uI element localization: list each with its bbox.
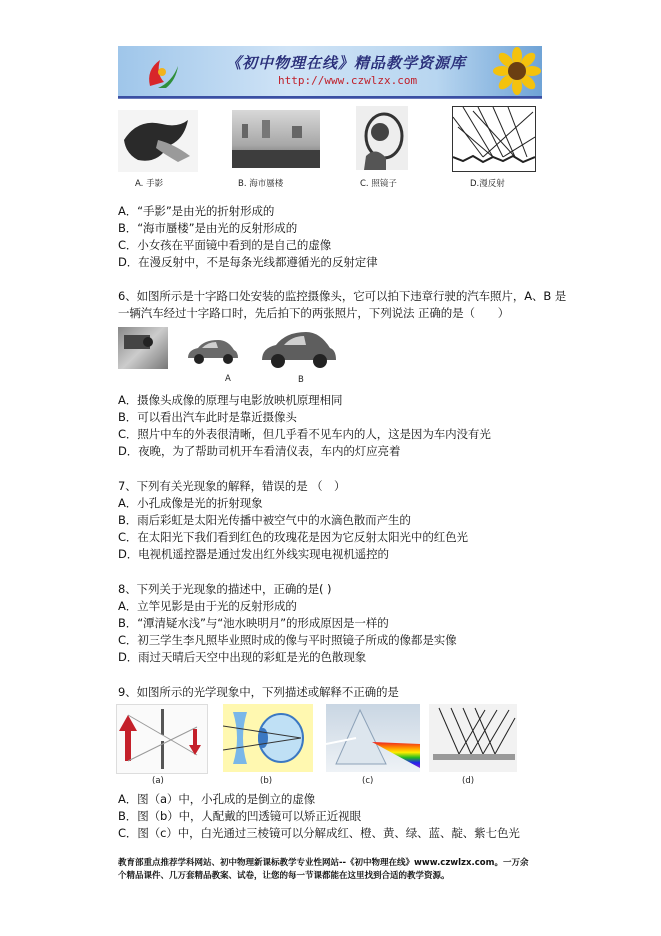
q6-option-d: D．夜晚，为了帮助司机开车看清仪表，车内的灯应亮着 — [118, 444, 401, 458]
q5-option-c: C．小女孩在平面镜中看到的是自己的虚像 — [118, 238, 332, 252]
q7-stem: 7、下列有关光现象的解释，错误的是 （ ） — [118, 479, 346, 493]
figure-reflection — [429, 704, 517, 772]
figure-concave-lens-eye — [223, 704, 313, 772]
q7-option-c: C．在太阳光下我们看到红色的玫瑰花是因为它反射太阳光中的红色光 — [118, 530, 468, 544]
figure-mirage — [232, 110, 320, 168]
q6-option-c: C．照片中车的外表很清晰，但几乎看不见车内的人，这是因为车内没有光 — [118, 427, 491, 441]
header-banner — [118, 46, 542, 99]
q9-option-c: C．图（c）中，白光通过三棱镜可以分解成红、橙、黄、绿、蓝、靛、紫七色光 — [118, 826, 520, 840]
q6-stem-line2: 一辆汽车经过十字路口时，先后拍下的两张照片，下列说法 正确的是（ ） — [118, 306, 510, 320]
car-label-b: B — [298, 375, 304, 385]
caption-d: D.漫反射 — [470, 179, 505, 189]
q5-option-b: B．“海市蜃楼”是由光的反射形成的 — [118, 221, 298, 235]
caption-a: A. 手影 — [135, 179, 164, 189]
figure-pinhole — [116, 704, 208, 774]
q9-stem: 9、如图所示的光学现象中，下列描述或解释不正确的是 — [118, 685, 399, 699]
q9-caption-b: (b) — [260, 776, 273, 786]
figure-camera — [118, 327, 168, 369]
figure-car-b — [258, 328, 338, 370]
figure-car-a — [184, 336, 240, 366]
banner-url[interactable]: http://www.czwlzx.com — [278, 74, 418, 87]
caption-b: B. 海市蜃楼 — [238, 179, 284, 189]
q8-option-d: D．雨过天晴后天空中出现的彩虹是光的色散现象 — [118, 650, 367, 664]
q6-stem-line1: 6、如图所示是十字路口处安装的监控摄像头，它可以拍下违章行驶的汽车照片，A、B 是 — [118, 289, 567, 303]
header-divider — [118, 98, 542, 99]
q6-option-b: B．可以看出汽车此时是靠近摄像头 — [118, 410, 297, 424]
car-label-a: A — [225, 374, 231, 384]
q5-option-a: A．“手影”是由光的折射形成的 — [118, 204, 275, 218]
q5-option-d: D．在漫反射中，不是每条光线都遵循光的反射定律 — [118, 255, 378, 269]
figure-mirror — [356, 106, 408, 170]
banner-title: 《初中物理在线》精品教学资源库 — [226, 54, 467, 72]
q8-stem: 8、下列关于光现象的描述中，正确的是( ) — [118, 582, 332, 596]
caption-c: C. 照镜子 — [360, 179, 397, 189]
q9-caption-a: (a) — [152, 776, 164, 786]
q7-option-d: D．电视机遥控器是通过发出红外线实现电视机遥控的 — [118, 547, 389, 561]
q7-option-a: A．小孔成像是光的折射现象 — [118, 496, 263, 510]
footer-line2: 个精品课件、几万套精品教案、试卷，让您的每一节课都能在这里找到合适的教学资源。 — [118, 871, 450, 881]
q9-caption-c: (c) — [362, 776, 374, 786]
sunflower-icon — [492, 46, 542, 96]
q6-option-a: A．摄像头成像的原理与电影放映机原理相同 — [118, 393, 343, 407]
q7-option-b: B．雨后彩虹是太阳光传播中被空气中的水滴色散而产生的 — [118, 513, 411, 527]
q9-option-b: B．图（b）中，人配戴的凹透镜可以矫正近视眼 — [118, 809, 361, 823]
figure-diffuse-reflection — [452, 106, 536, 172]
figure-prism — [326, 704, 420, 772]
figure-hand-shadow — [118, 110, 198, 172]
q8-option-c: C．初三学生李凡照毕业照时成的像与平时照镜子所成的像都是实像 — [118, 633, 457, 647]
q8-option-a: A．立竿见影是由于光的反射形成的 — [118, 599, 297, 613]
q9-caption-d: (d) — [462, 776, 475, 786]
q8-option-b: B．“潭清疑水浅”与“池水映明月”的形成原因是一样的 — [118, 616, 389, 630]
footer-line1: 教育部重点推荐学科网站、初中物理新课标教学专业性网站--《初中物理在线》www.czwlzx.com。一万余 — [118, 858, 529, 868]
q9-option-a: A．图（a）中，小孔成的是倒立的虚像 — [118, 792, 316, 806]
site-logo-icon — [142, 52, 182, 92]
